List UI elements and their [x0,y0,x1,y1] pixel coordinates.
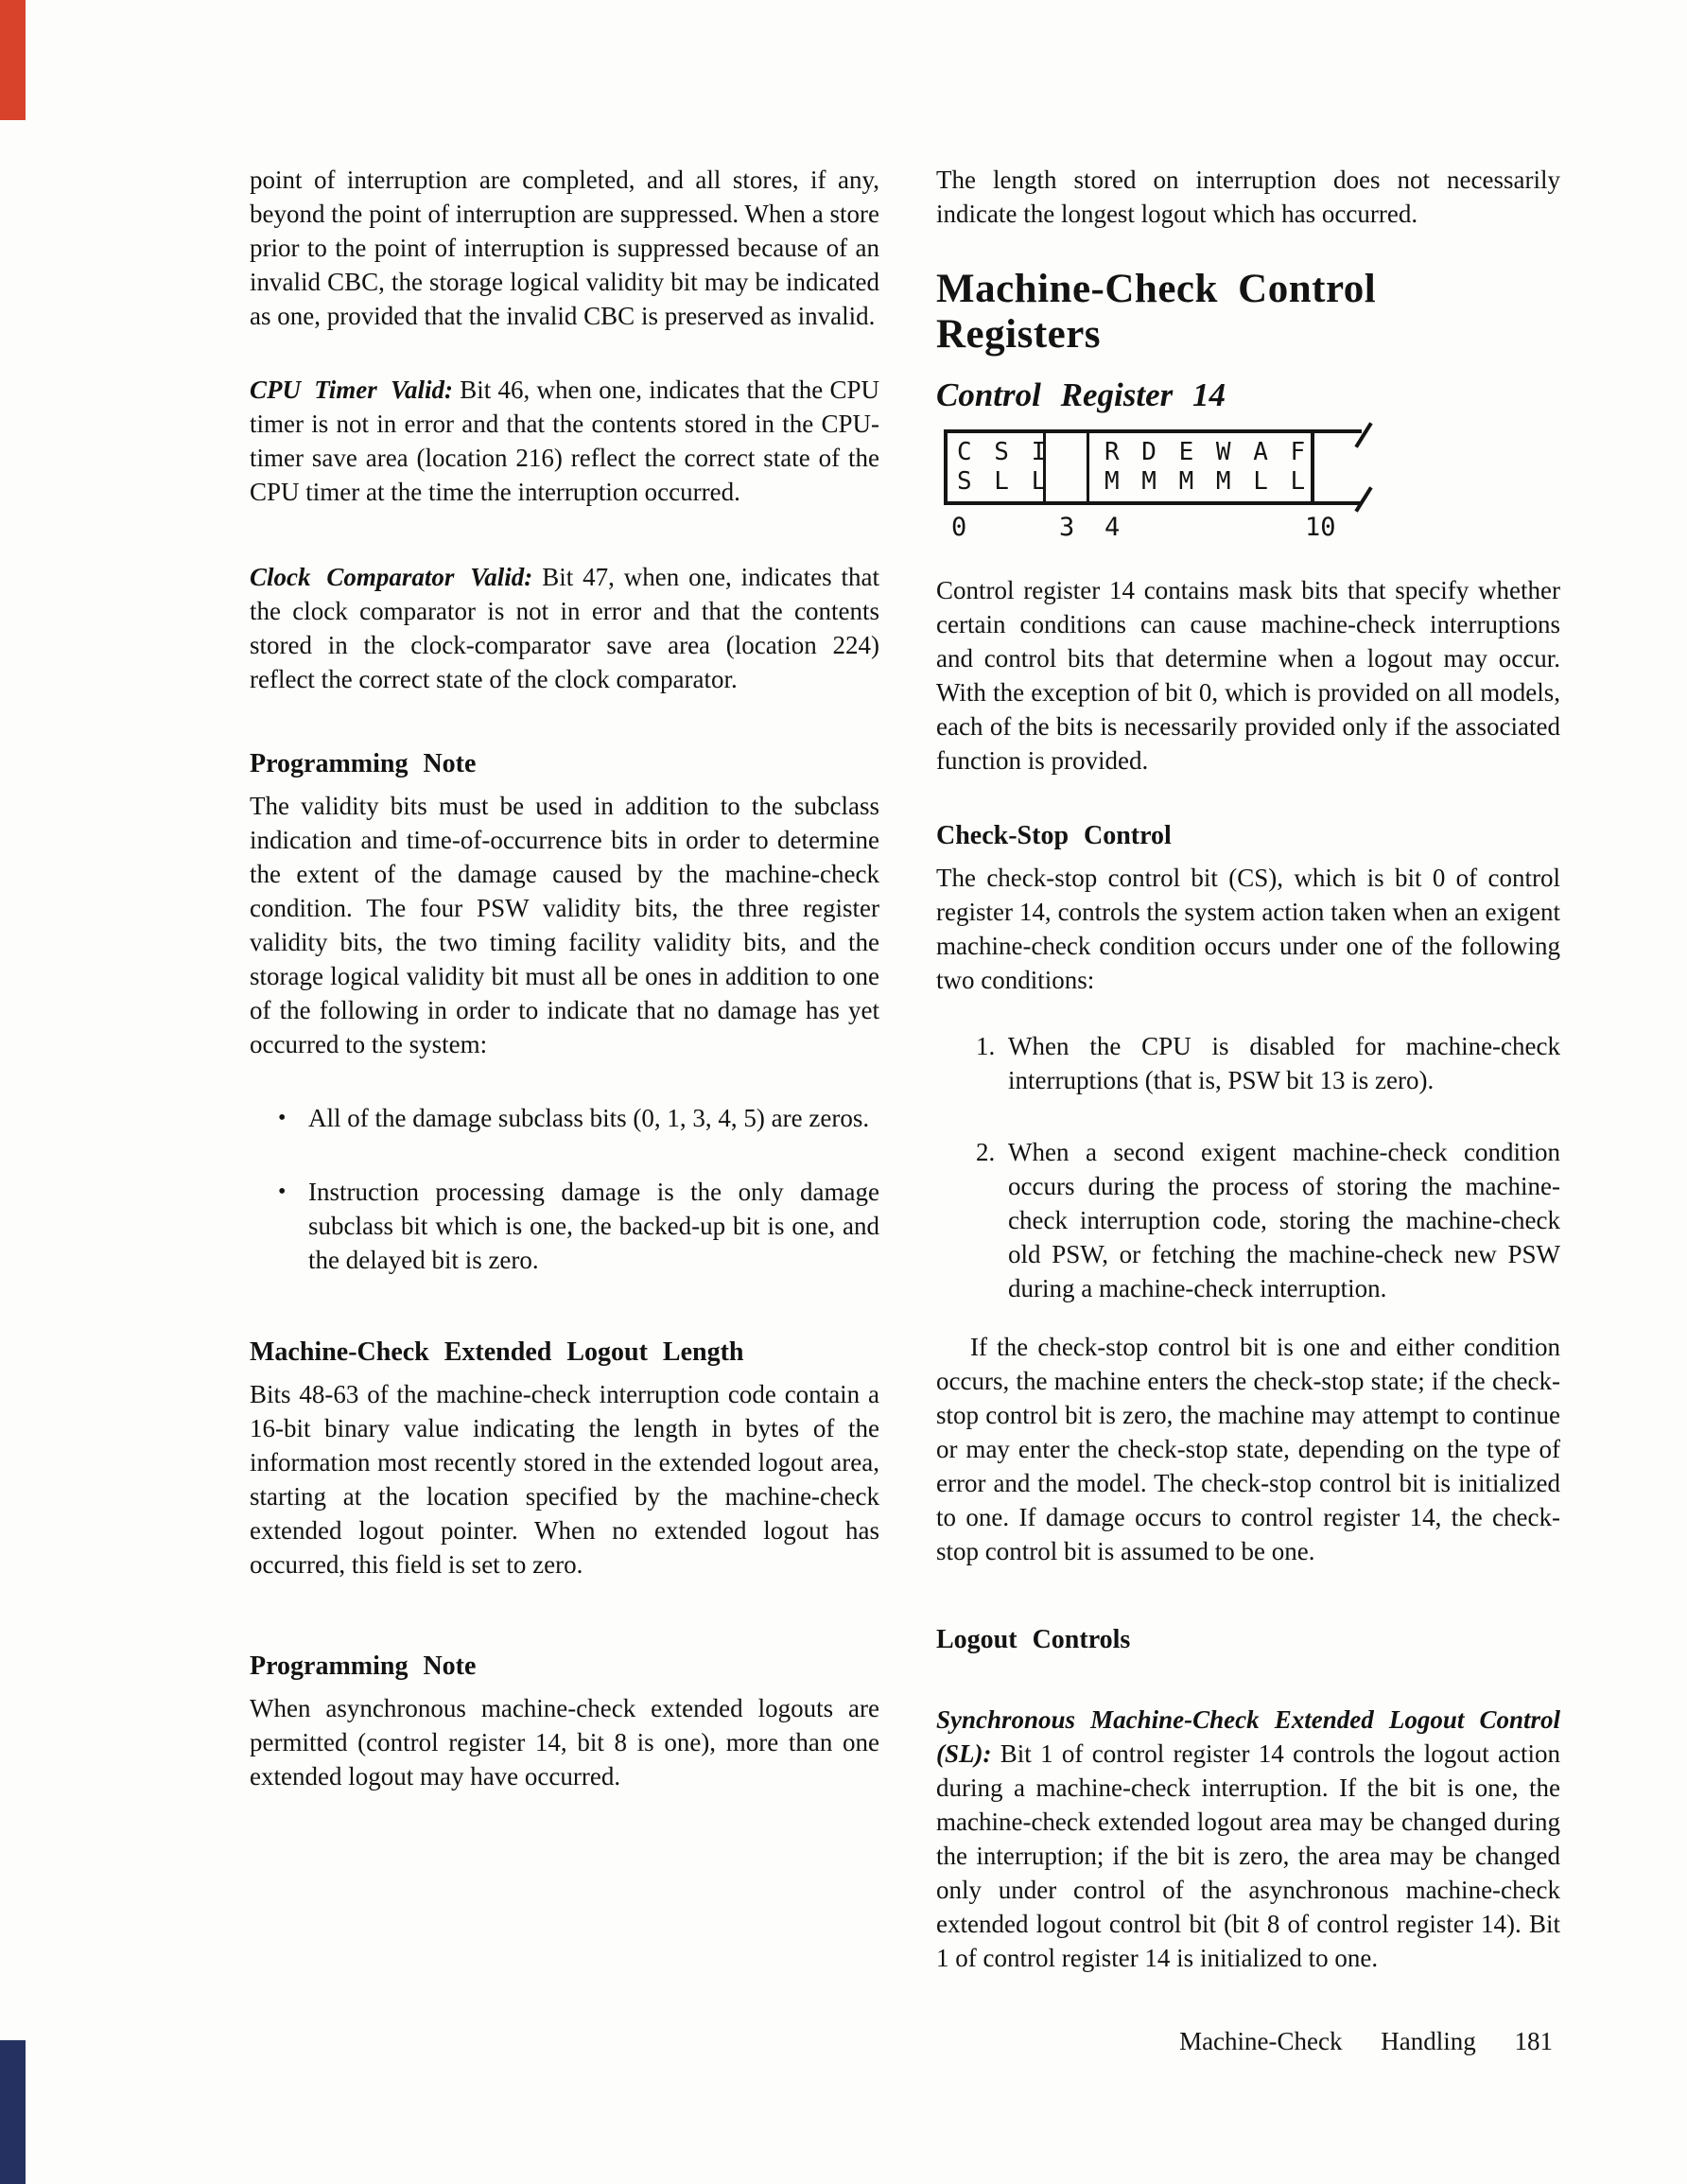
bleed-tab-top [0,0,26,120]
check-stop-behavior-paragraph: If the check-stop control bit is one and either condition occurs, the machine enters the check-stop state; if the check-stop control bit is zero, the machine may attempt to continue or may enter the check-stop state, depending on the type of error and the model. The check-stop control bit is initialized to one. If damage occurs to control register 14, the check-stop control bit is assumed to be one. [936,1333,1560,1565]
cpu-timer-valid-text: Bit 46, when one, indicates that the CPU timer is not in error and that the contents stored in the CPU-timer save area (location 216) reflect the correct state of the CPU timer at the time the interruption occurred. [250,376,880,506]
mcel-length-heading: Machine-Check Extended Logout Length [250,1337,744,1367]
cr14-description-paragraph: Control register 14 contains mask bits that specify whether certain conditions can cause machine-check interruptions and control bits that determine when a logout may occur. With the exception of bit 0, which is provided on all models, each of the bits is necessarily provided only if the associated function is provided. [936,576,1560,775]
subsection-heading-control-register-14: Control Register 14 [936,376,1226,413]
cpu-timer-valid-paragraph [250,373,879,509]
sync-mcel-text: Bit 1 of control register 14 controls the logout action during a machine-check interruption. If the bit is one, the machine-check extended logout area may be changed during the interruption; if the bit is zero, the area may be changed only under control of the asynchronous machine-check extended logout control bit (bit 8 of control register 14). Bit 1 of control register 14 is initialized to one. [936,1739,1560,1972]
clock-comparator-valid-paragraph [250,560,879,696]
check-stop-control-heading: Check-Stop Control [936,821,1172,850]
right-column [936,163,1560,1975]
check-stop-control-paragraph: The check-stop control bit (CS), which is bit 0 of control register 14, controls the system action taken when an exigent machine-check condition occurs under one of the following two conditions: [936,864,1560,994]
bit-label-3: 3 [1059,513,1075,542]
register-box [944,429,1314,505]
bullet-item-damage-subclass [250,1101,879,1135]
register-cell-row2: M M M M L L [1104,467,1310,496]
bit-label-10: 10 [1305,513,1336,542]
register-cell-cs-sl-il [948,433,1051,501]
numbered-item-2 [936,1135,1560,1305]
bit-label-4: 4 [1104,513,1121,542]
logout-length-note-paragraph: The length stored on interruption does not necessarily indicate the longest logout which has occurred. [936,166,1560,228]
continuation-slash-top-icon [1354,422,1372,448]
register-bit-labels [944,511,1365,549]
bullet-icon: • [278,1179,287,1204]
control-register-14-diagram [944,429,1365,549]
numbered-item-number: 2. [976,1138,996,1166]
footer-page-number: 181 [1514,2027,1553,2055]
register-cell-unassigned [1046,433,1089,501]
clock-comparator-valid-lead: Clock Comparator Valid: [250,563,533,591]
cpu-timer-valid-lead: CPU Timer Valid: [250,376,454,404]
sync-mcel-paragraph [936,1703,1560,1975]
numbered-item-number: 1. [976,1032,996,1060]
bullet-item-instruction-processing [250,1175,879,1277]
mcel-length-paragraph: Bits 48-63 of the machine-check interruption code contain a 16-bit binary value indicating the length in bytes of the information most recently stored in the extended logout area, starting at the location specified by the machine-check extended logout pointer. When no extended logout has occurred, this field is set to zero. [250,1380,879,1579]
programming-note-1-paragraph: The validity bits must be used in addition to the subclass indication and time-of-occurrence bits in order to determine the extent of the damage caused by the machine-check condition. The four PSW validity bits, the three register validity bits, the two timing facility validity bits, and the storage logical validity bit must all be ones in addition to one of the following in order to indicate that no damage has yet occurred to the system: [250,792,879,1058]
intro-paragraph: point of interruption are completed, and all stores, if any, beyond the point of interruption are suppressed. When a store prior to the point of interruption is suppressed because of an invalid CBC, the storage logical validity bit may be indicated as one, provided that the invalid CBC is preserved as invalid. [250,166,879,330]
register-cell-row2: S L L [957,467,1051,496]
clock-comparator-valid-text: Bit 47, when one, indicates that the clock comparator is not in error and that the contents stored in the clock-comparator save area (location 224) reflect the correct state of the clock comparator. [250,563,880,693]
programming-note-2-heading: Programming Note [250,1651,477,1681]
page-footer [936,2024,1553,2058]
bullet-item-text: All of the damage subclass bits (0, 1, 3, 4, 5) are zeros. [308,1104,870,1132]
bullet-icon: • [278,1106,287,1130]
numbered-item-1 [936,1029,1560,1097]
bit-label-0: 0 [951,513,967,542]
numbered-item-text: When the CPU is disabled for machine-check interruptions (that is, PSW bit 13 is zero). [1008,1032,1560,1094]
footer-chapter-part-2: Handling [1381,2027,1476,2055]
continuation-slash-bottom-icon [1354,486,1372,513]
programming-note-1-heading: Programming Note [250,749,477,778]
footer-chapter-part-1: Machine-Check [1179,2027,1343,2055]
register-cell-row1: C S I [957,438,1051,466]
sync-mcel-lead: Synchronous Machine-Check Extended Logout Control (SL): [936,1705,1560,1768]
register-continuation [1314,429,1362,505]
bleed-tab-bottom [0,2040,26,2184]
programming-note-2-paragraph: When asynchronous machine-check extended logouts are permitted (control register 14, bit 8 is one), more than one extended logout may have occurred. [250,1694,879,1791]
left-column [250,163,879,1793]
numbered-item-text: When a second exigent machine-check condition occurs during the process of storing the machine-check interruption code, storing the machine-check old PSW, or fetching the machine-check new PSW during a machine-check interruption. [1008,1138,1560,1302]
bullet-item-text: Instruction processing damage is the only damage subclass bit which is one, the backed-up bit is one, and the delayed bit is zero. [308,1178,879,1274]
register-cell-masks [1089,433,1314,501]
section-heading-machine-check-control-registers: Machine-Check Control Registers [936,267,1377,357]
logout-controls-heading: Logout Controls [936,1625,1131,1654]
register-cell-row1: R D E W A F [1104,438,1310,466]
